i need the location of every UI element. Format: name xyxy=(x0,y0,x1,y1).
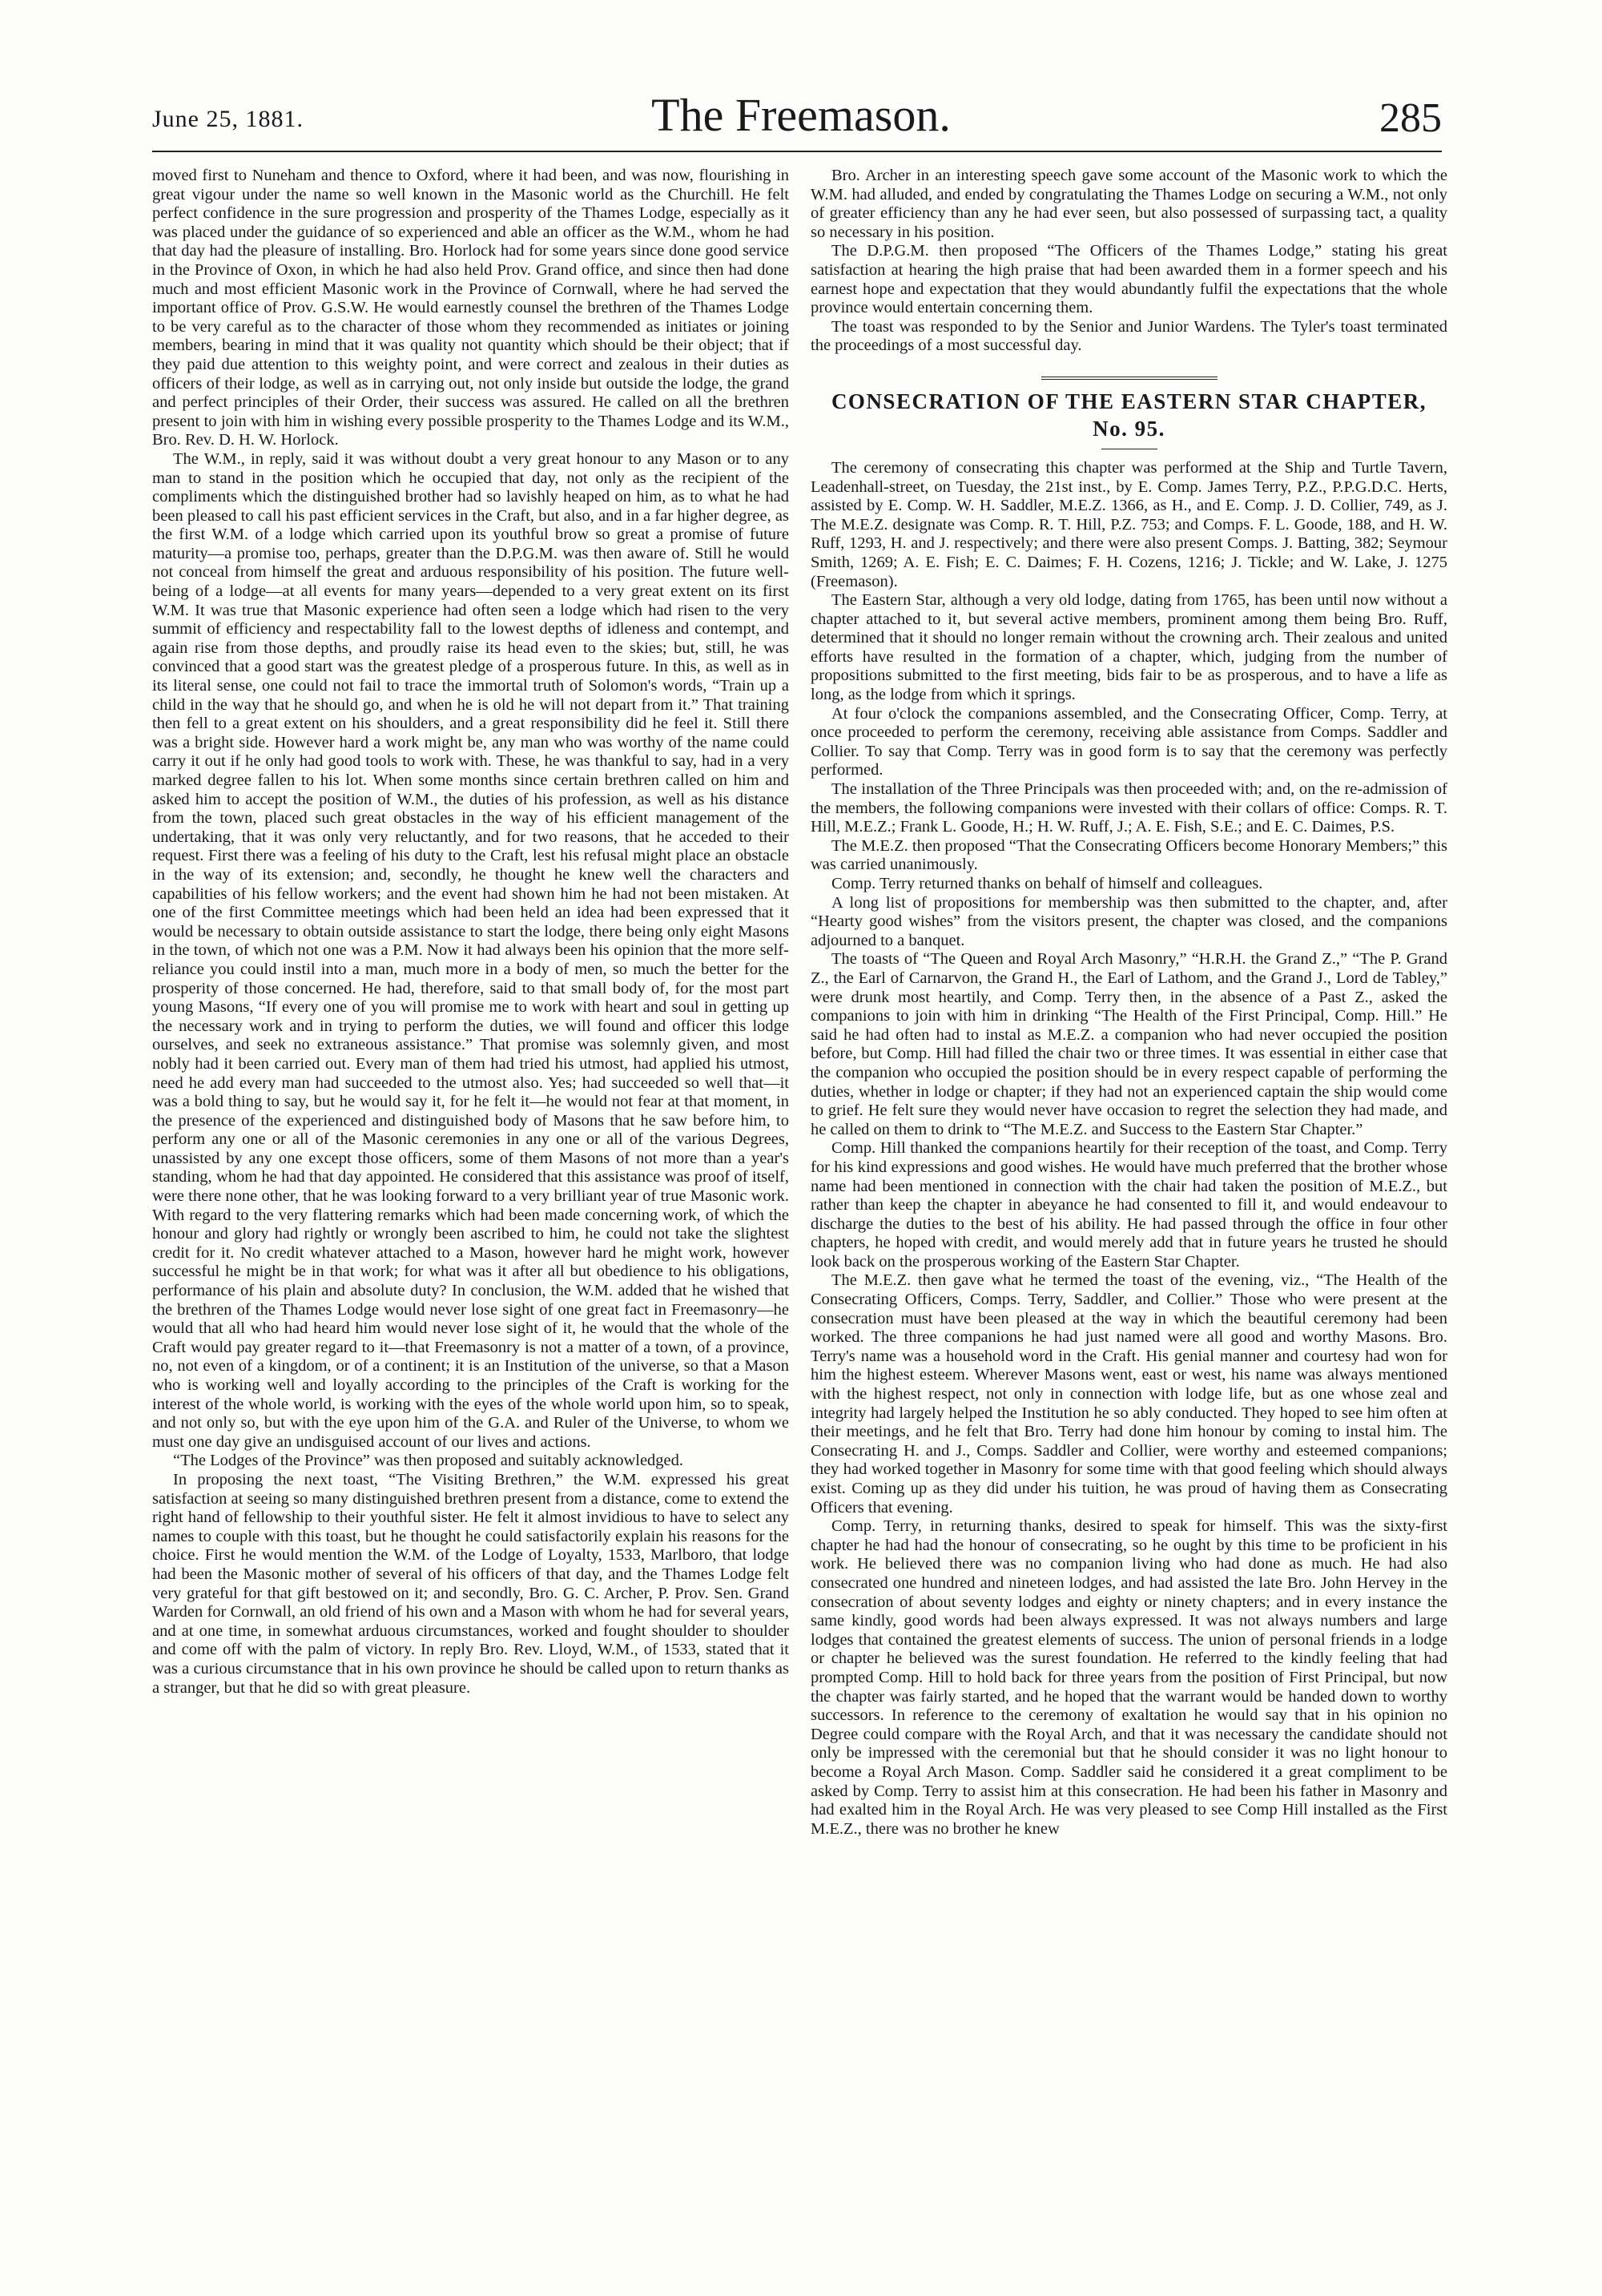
masthead-title: The Freemason. xyxy=(651,89,951,141)
paragraph: The M.E.Z. then proposed “That the Consecrating Officers become Honorary Members;” this was carried unanimously. xyxy=(811,836,1447,874)
paragraph: Comp. Terry returned thanks on behalf of himself and colleagues. xyxy=(831,875,1263,892)
paragraph: The toasts of “The Queen and Royal Arch Masonry,” “H.R.H. the Grand Z.,” “The P. Grand Z., the Earl of Carnarvon, the Grand H., the Earl of Lathom, and the Grand J., Lord de Tabley,” were drunk most heartily, and Comp. Terry then, in the absence of a Past Z., asked the companions to join with him in drinking “The Health of the First Principal, Comp. Hill.” He said he had often had to instal as M.E.Z. a companion who had never occupied the position before, but Comp. Hill had filled the chair two or three times. It was essential in either case that the companion who occupied the position should be in every respect capable of performing the duties, whether in lodge or chapter; if they had not an experienced captain the ship would come to grief. He felt sure they would never have occasion to regret the selection they had made, and he called on them to drink to “The M.E.Z. and Success to the Eastern Star Chapter.” xyxy=(811,950,1447,1138)
section-title: CONSECRATION OF THE EASTERN STAR CHAPTER, No. 95. xyxy=(831,389,1427,441)
paragraph: The installation of the Three Principals was then proceeded with; and, on the re-admission of the members, the following companions were invested with their collars of office: Comps. R. T. Hill, M.E.Z.; Frank L. Goode, H.; H. W. Ruff, J.; A. E. Fish, S.E.; and E. C. Daimes, P.S. xyxy=(811,780,1447,836)
paragraph: The toast was responded to by the Senior and Junior Wardens. The Tyler's toast terminated the proceedings of a most successful day. xyxy=(811,317,1447,355)
paragraph: The Eastern Star, although a very old lodge, dating from 1765, has been until now without a chapter attached to it, but several active members, prominent among them being Bro. Ruff, determined that it should no longer remain without the crowning arch. Their zealous and united efforts have resulted in the formation of a chapter, which, judging from the number of propositions submitted to the first meeting, bids fair to be as prosperous, and to have a life as long, as the lodge from which it springs. xyxy=(811,591,1447,704)
right-column xyxy=(811,167,1447,1839)
page-number: 285 xyxy=(1379,95,1442,141)
paragraph: At four o'clock the companions assembled, and the Consecrating Officer, Comp. Terry, at once proceeded to perform the ceremony, receiving able assistance from Comps. Saddler and Collier. To say that Comp. Terry was in good form is to say that the ceremony was perfectly performed. xyxy=(811,704,1447,779)
paragraph: Bro. Archer in an interesting speech gave some account of the Masonic work to which the W.M. had alluded, and ended by congratulating the Thames Lodge on securing a W.M., not only of greater efficiency than any he had ever seen, but also possessed of surpassing tact, a quality so necessary in his position. xyxy=(811,167,1447,241)
section-heading-block xyxy=(811,377,1447,449)
paragraph: In proposing the next toast, “The Visiting Brethren,” the W.M. expressed his great satisfaction at seeing so many distinguished brethren present from a distance, come to extend the right hand of fellowship to their youthful sister. He felt it almost invidious to have to select any names to couple with this toast, but he thought he could satisfactorily explain his reasons for the choice. First he would mention the W.M. of the Lodge of Loyalty, 1533, Marlboro, that lodge had been the Masonic mother of several of his officers of that day, and the Thames Lodge felt very grateful for that gift bestowed on it; and secondly, Bro. G. C. Archer, P. Prov. Sen. Grand Warden for Cornwall, an old friend of his own and a Mason with whom he had for several years, and at one time, in somewhat arduous circumstances, worked and fought shoulder to shoulder and come off with the palm of victory. In reply Bro. Rev. Lloyd, W.M., of 1533, stated that it was a curious circumstance that in his own province he should be called upon to return thanks as a stranger, but that he did so with great pleasure. xyxy=(152,1470,789,1697)
section-divider xyxy=(1041,377,1218,380)
paragraph: A long list of propositions for membership was then submitted to the chapter, and, after “Hearty good wishes” from the visitors present, the chapter was closed, and the companions adjourned to a banquet. xyxy=(811,893,1447,949)
paragraph: Comp. Terry, in returning thanks, desired to speak for himself. This was the sixty-first chapter he had had the honour of consecrating, so he ought by this time to be proficient in his work. He believed there was no companion living who had done as much. He had also consecrated one hundred and nineteen lodges, and had assisted the late Bro. John Hervey in the consecration of about seventy lodges and eighty or ninety chapters; and in every instance the same kindly, good words had been always expressed. It was not always numbers and large lodges that contained the greatest elements of success. The union of personal friends in a lodge or chapter he believed was the surest foundation. He referred to the kindly feeling that had prompted Comp. Hill to hold back for three years from the position of First Principal, but now the chapter was fairly started, and he hoped that the warrant would be handed down to worthy successors. In reference to the ceremony of exaltation he would say that in his opinion no Degree could compare with the Royal Arch, and that it was necessary the candidate should not only be impressed with the ceremonial but that he should consider it was no light honour to become a Royal Arch Mason. Comp. Saddler said he considered it a great compliment to be asked by Comp. Terry to assist him at this consecration. He had been his father in Masonry and had exalted him in the Royal Arch. He was very pleased to see Comp Hill installed as the First M.E.Z., there was no brother he knew xyxy=(811,1517,1447,1838)
paragraph: The ceremony of consecrating this chapter was performed at the Ship and Turtle Tavern, Leadenhall-street, on Tuesday, the 21st inst., by E. Comp. James Terry, P.Z., P.P.G.D.C. Herts, assisted by E. Comp. W. H. Saddler, M.E.Z. 1366, as H., and E. Comp. J. D. Collier, 749, as J. The M.E.Z. designate was Comp. R. T. Hill, P.Z. 753; and Comps. F. L. Goode, 188, and H. W. Ruff, 1293, H. and J. respectively; and there were also present Comps. J. Batting, 382; Seymour Smith, 1269; A. E. Fish; E. C. Daimes; F. H. Cozens, 1216; J. Tickle; and W. Lake, J. 1275 (Freemason). xyxy=(811,458,1447,590)
issue-date: June 25, 1881. xyxy=(152,106,304,132)
paragraph: The D.P.G.M. then proposed “The Officers of the Thames Lodge,” stating his great satisfaction at hearing the high praise that had been awarded them in a former speech and his earnest hope and expectation that they would abundantly fulfil the expectations that the whole province would entertain concerning them. xyxy=(811,242,1447,317)
paragraph: The W.M., in reply, said it was without doubt a very great honour to any Mason or to any man to stand in the position which he occupied that day, not only as the recipient of the compliments which the distinguished brother had so lavishly heaped on him, as to what he had been pleased to call his past efficient services in the Craft, but also, and in a far higher degree, as the first W.M. of a lodge which carried upon its youthful brow so great a promise of future maturity—a promise too, perhaps, greater than the D.P.G.M. was then aware of. Still he would not conceal from himself the great and arduous responsibility of his position. The future well-being of a lodge—at all events for many years—depended to a very great extent on its first W.M. It was true that Masonic experience had often seen a lodge which had risen to the very summit of efficiency and respectability fall to the lowest depths of idleness and contempt, and again rise from those depths, and proudly raise its head even to the skies; but, still, he was convinced that a good start was the greatest pledge of a prosperous future. In this, as well as in its literal sense, one could not fail to trace the immortal truth of Solomon's words, “Train up a child in the way that he should go, and when he is old he will not depart from it.” That training then fell to a great extent on his shoulders, and a great responsibility did he feel it. Still there was a bright side. However hard a work might be, any man who was worthy of the name could carry it out if he only had good tools to work with. These, he was thankful to say, had in a very marked degree fallen to his lot. When some months since certain brethren called on him and asked him to accept the position of W.M., the duties of his profession, as well as his distance from the town, placed such great obstacles in the way of his efficient management of the undertaking, that it was only very reluctantly, and for two reasons, that he acceded to their request. First there was a feeling of his duty to the Craft, lest his refusal might place an obstacle in the way of its extension; and, secondly, he thought he knew well the characters and capabilities of his fellow workers; and the event had shown him he had not been mistaken. At one of the first Committee meetings which had been held an idea had been expressed that it would be necessary to obtain outside assistance to start the lodge, there being only eight Masons in the town, of which not one was a P.M. Now it had always been his opinion that the more self-reliance you could instil into a man, much more in a body of men, so much the better for the prosperity of those concerned. He had, therefore, said to that small body of, for the most part young Masons, “If every one of you will promise me to work with heart and soul in getting up the necessary work and in trying to perform the duties, we will found and officer this lodge ourselves, and seek no extraneous assistance.” That promise was solemnly given, and most nobly had it been carried out. Every man of them had tried his utmost, had applied his utmost, need he add every man had succeeded to the utmost also. Yes; had succeeded so well that—it was a bold thing to say, but he would say it, for he felt it—he would not fear at that moment, in the presence of the experienced and distinguished body of Masons that he saw before him, to perform any one or all of the Masonic ceremonies in any one or all of the various Degrees, unassisted by any one except those officers, some of them Masons of not more than a year's standing, whom he had that day appointed. He considered that this assistance was proof of itself, were there none other, that he was looking forward to a very brilliant year of true Masonic work. With regard to the very flattering remarks which had been made concerning work, of which the honour and glory had rightly or wrongly been ascribed to him, he could not take the slightest credit for it. No credit whatever attached to a Mason, however hard he might work, however successful he might be in that work; for what was it after all but obedience to his obligations, performance of his plain and absolute duty? In conclusion, the W.M. added that he wished that the brethren of the Thames Lodge would never lose sight of one great fact in Freemasonry—he would that all who had heard him would never lose sight of it, he would that the whole of the Craft would pay greater regard to it—that Freemasonry is not a matter of a town, of a province, no, not even of a kingdom, or of a continent; it is an Institution of the universe, so that a Mason who is working well and loyally according to the principles of the Craft is working for the interest of the whole world, is working with the eyes of the whole world upon him, so to speak, and not only so, but with the eye upon him of the G.A. and Ruler of the Universe, to whom we must one day give an undisguised account of our lives and actions. xyxy=(152,449,789,1451)
paragraph: Comp. Hill thanked the companions heartily for their reception of the toast, and Comp. Terry for his kind expressions and good wishes. He would have much preferred that the brother whose name had been mentioned in connection with the chair had taken the position of M.E.Z., but rather than keep the chapter in abeyance he had consented to fill it, and would endeavour to discharge the duties to the best of his ability. He had passed through the office in four other chapters, he hoped with credit, and would merely add that in future years he trusted he should look back on the prosperous working of the Eastern Star Chapter. xyxy=(811,1139,1447,1271)
header-rule xyxy=(152,151,1442,152)
paragraph: The M.E.Z. then gave what he termed the toast of the evening, viz., “The Health of the Consecrating Officers, Comps. Terry, Saddler, and Collier.” Those who were present at the consecration must have been pleased at the way in which the beautiful ceremony had been worked. The three companions he had just named were all good and worthy Masons. Bro. Terry's name was a household word in the Craft. His genial manner and courtesy had won for him the highest esteem. Wherever Masons went, east or west, his name was always mentioned with the highest respect, not only in connection with lodge life, but as one whose zeal and integrity had largely helped the Institution he so ably conducted. They hoped to see him often at their meetings, and he felt that Bro. Terry had done him honour by coming to instal him. The Consecrating H. and J., Comps. Saddler and Collier, were worthy and esteemed companions; they had worked together in Masonry for some time with that good feeling which should always exist. Coming up as they did under his tuition, he was proud of having them as Consecrating Officers that evening. xyxy=(811,1271,1447,1517)
left-column xyxy=(152,167,789,1698)
page-header xyxy=(0,0,1602,152)
paragraph: “The Lodges of the Province” was then proposed and suitably acknowledged. xyxy=(173,1452,684,1470)
paragraph: moved first to Nuneham and thence to Oxford, where it had been, and was now, flourishing in great vigour under the name so well known in the Masonic world as the Churchill. He felt perfect confidence in the sure progression and prosperity of the Thames Lodge, especially as it was placed under the guidance of so experienced and able an officer as the W.M., whom he had that day had the pleasure of installing. Bro. Horlock had for some years since done good service in the Province of Oxon, in which he had also held Prov. Grand office, and since then had done much and most efficient Masonic work in the Province of Cornwall, where he had served the important office of Prov. G.S.W. He would earnestly counsel the brethren of the Thames Lodge to be very careful as to the character of those whom they recommended as initiates or joining members, bearing in mind that it was quality not quantity which should be their object; that if they paid due attention to this weighty point, and were correct and zealous in their duties as officers of their lodge, as well as in carrying out, not only inside but outside the lodge, the grand and perfect principles of their Order, their success was assured. He called on all the brethren present to join with him in wishing every possible prosperity to the Thames Lodge and its W.M., Bro. Rev. D. H. W. Horlock. xyxy=(152,167,789,449)
